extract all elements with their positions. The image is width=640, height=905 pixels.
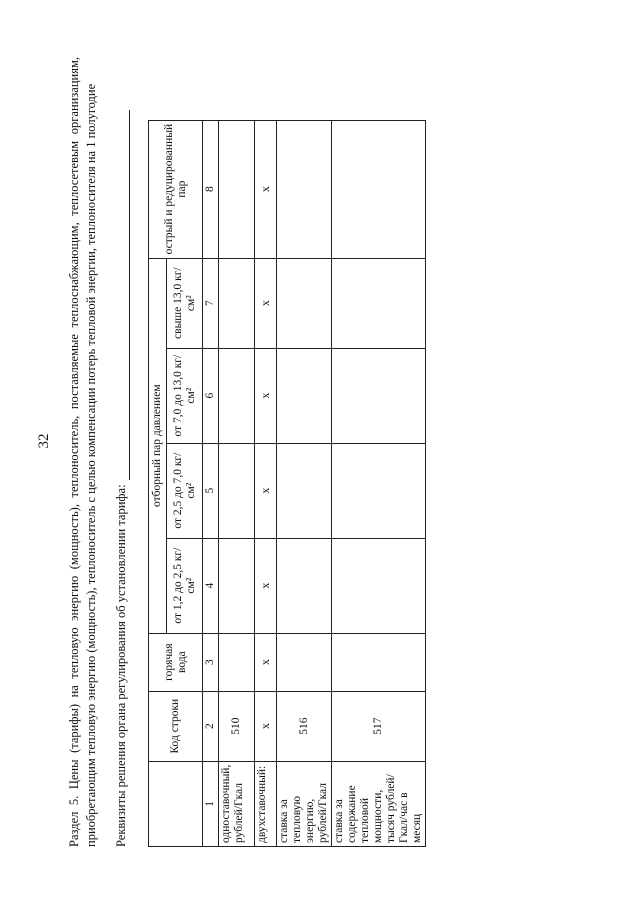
column-number: 6: [203, 348, 219, 443]
row-code: 517: [332, 691, 426, 761]
header-code: Код строки: [149, 691, 203, 761]
table-cell: [332, 633, 426, 691]
table-cell: x: [255, 120, 277, 258]
requisites-label: Реквизиты решения органа регулирования об установлении тарифа:: [114, 484, 128, 847]
column-number: 4: [203, 538, 219, 633]
table-cell: [277, 120, 332, 258]
table-row: [255, 120, 277, 846]
table-cell: x: [255, 258, 277, 348]
table-cell: [219, 258, 255, 348]
table-cell: [219, 633, 255, 691]
row-label: двухставочный:: [255, 761, 277, 846]
header-empty-cell: [149, 761, 203, 846]
header-hot-water: горячая вода: [149, 633, 203, 691]
table-cell: [277, 348, 332, 443]
column-number: 1: [203, 761, 219, 846]
header-pressure-2: от 2,5 до 7,0 кг/см²: [167, 443, 203, 538]
table-cell: [219, 120, 255, 258]
table-cell: x: [255, 633, 277, 691]
table-cell: [332, 258, 426, 348]
table-cell: [332, 348, 426, 443]
table-cell: [219, 443, 255, 538]
row-code: x: [255, 691, 277, 761]
column-number: 8: [203, 120, 219, 258]
section-heading: Раздел 5. Цены (тарифы) на тепловую энергию (мощность), теплоноситель, поставляемые теплоснабжающим, теплосетевым организациям, приобретающим тепловую энергию (мощность), теплоноситель с целью компенсации потерь тепловой энергии, теплоносителя на 1 полугодие: [67, 57, 98, 847]
row-code: 510: [219, 691, 255, 761]
column-number: 3: [203, 633, 219, 691]
table-cell: [332, 538, 426, 633]
header-pressure-4: свыше 13,0 кг/см²: [167, 258, 203, 348]
row-label: ставка за содержание тепловой мощности, тысяч рублей/Гкал/час в месяц: [332, 761, 426, 846]
header-row-top: [149, 120, 167, 846]
table-cell: [219, 538, 255, 633]
row-label: ставка за тепловую энергию, рублей/Гкал: [277, 761, 332, 846]
table-cell: x: [255, 443, 277, 538]
row-label: одноставочный, рублей/Гкал: [219, 761, 255, 846]
column-number: 2: [203, 691, 219, 761]
table-cell: x: [255, 348, 277, 443]
table-cell: [332, 443, 426, 538]
column-number-row: [203, 120, 219, 846]
tariff-table: [148, 120, 426, 847]
table-cell: [332, 120, 426, 258]
column-number: 7: [203, 258, 219, 348]
table-cell: x: [255, 538, 277, 633]
table-cell: [277, 633, 332, 691]
table-row: [219, 120, 255, 846]
page-number: 32: [36, 433, 52, 449]
header-pressure-1: от 1,2 до 2,5 кг/см²: [167, 538, 203, 633]
header-steam-group: отборный пар давлением: [149, 258, 167, 633]
table-cell: [277, 443, 332, 538]
header-sharp-steam: острый и редуцированный пар: [149, 120, 203, 258]
table-cell: [277, 258, 332, 348]
header-pressure-3: от 7,0 до 13,0 кг/см²: [167, 348, 203, 443]
column-number: 5: [203, 443, 219, 538]
table-cell: [277, 538, 332, 633]
table-row: [277, 120, 332, 846]
table-cell: [219, 348, 255, 443]
requisites-fill-line: [129, 110, 130, 480]
table-row: [332, 120, 426, 846]
row-code: 516: [277, 691, 332, 761]
